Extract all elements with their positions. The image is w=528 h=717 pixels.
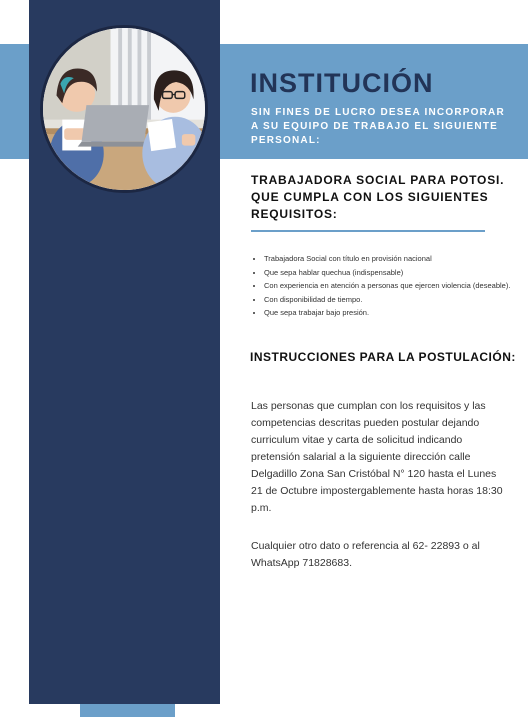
requirements-list [251, 252, 526, 320]
requirement-item: • Con disponibilidad de tiempo. [264, 293, 526, 307]
office-photo [40, 25, 208, 193]
requirement-item: • Trabajadora Social con título en provisión nacional [264, 252, 526, 266]
requirement-item: • Que sepa hablar quechua (indispensable) [264, 266, 526, 280]
institution-subtitle: SIN FINES DE LUCRO DESEA INCORPORAR A SU EQUIPO DE TRABAJO EL SIGUIENTE PERSONAL: [251, 107, 505, 146]
instructions-paragraph: Las personas que cumplan con los requisitos y las competencias descritas pueden postular dejando curriculum vitae y carta de solicitud indicando pretensión salarial a la siguiente dirección calle Delgadillo Zona San Cristóbal N° 120 hasta el Lunes 21 de Octubre impostergablemente hasta horas 18:30 p.m. [251, 400, 503, 514]
job-title: TRABAJADORA SOCIAL PARA POTOSI. QUE CUMPLA CON LOS SIGUIENTES REQUISITOS: [251, 173, 505, 221]
section-divider [251, 230, 485, 232]
requirement-item: • Con experiencia en atención a personas que ejercen violencia (deseable). [264, 279, 526, 293]
requirement-item: • Que sepa trabajar bajo presión. [264, 306, 526, 320]
office-photo-illustration [43, 28, 205, 190]
instructions-heading: INSTRUCCIONES PARA LA POSTULACIÓN: [250, 350, 516, 364]
bottom-accent-tab [80, 704, 175, 717]
institution-title: INSTITUCIÓN [250, 68, 434, 98]
contact-paragraph: Cualquier otro dato o referencia al 62- 22893 o al WhatsApp 71828683. [251, 540, 480, 569]
